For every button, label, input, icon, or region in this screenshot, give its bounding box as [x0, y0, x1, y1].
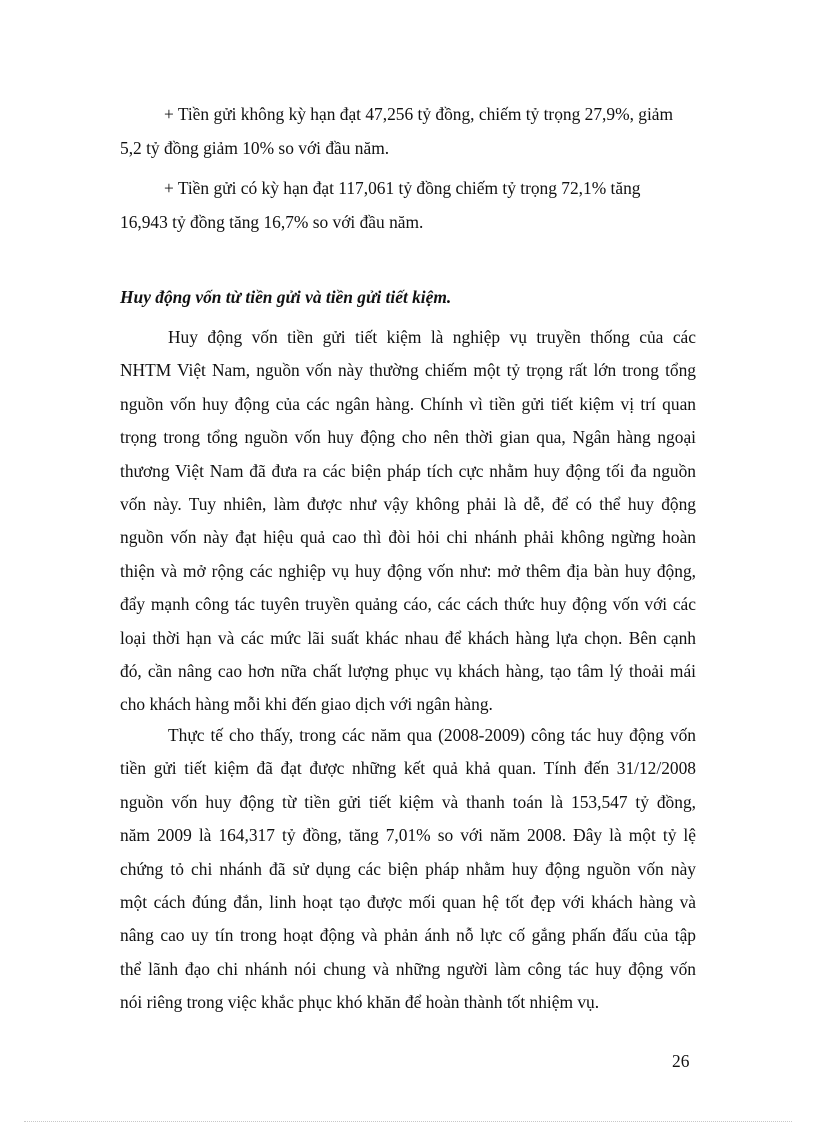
paragraph-1-line: Huy động vốn tiền gửi tiết kiệm là nghiệp vụ truyền thống của các	[168, 327, 696, 347]
paragraph-1-line: NHTM Việt Nam, nguồn vốn này thường chiếm một tỷ trọng rất lớn trong tổng	[120, 360, 696, 381]
paragraph-1-line: vốn này. Tuy nhiên, làm được như vậy không phải là dễ, để có thể huy động	[120, 493, 696, 514]
paragraph-2-line: nâng cao uy tín trong hoạt động và phản ánh nỗ lực cố gắng phấn đấu của tập	[120, 925, 696, 946]
page-bottom-divider	[24, 1121, 792, 1122]
paragraph-1-line: thương Việt Nam đã đưa ra các biện pháp tích cực nhằm huy động tối đa nguồn	[120, 460, 696, 481]
page-number: 26	[672, 1051, 690, 1071]
paragraph-2-line: một cách đúng đắn, linh hoạt tạo được mối quan hệ tốt đẹp với khách hàng và	[120, 891, 696, 912]
paragraph-2	[120, 719, 696, 1020]
section-heading: Huy động vốn từ tiền gửi và tiền gửi tiết kiệm.	[120, 287, 452, 307]
paragraph-2-line: chứng tỏ chi nhánh đã sử dụng các biện pháp nhằm huy động nguồn vốn này	[120, 858, 696, 879]
paragraph-2-line: năm 2009 là 164,317 tỷ đồng, tăng 7,01% so với năm 2008. Đây là một tỷ lệ	[120, 825, 696, 846]
bullet-1-line-2: 5,2 tỷ đồng giảm 10% so với đầu năm.	[120, 138, 390, 158]
paragraph-1-line: nguồn vốn này đạt hiệu quả cao thì đòi hỏi chi nhánh phải không ngừng hoàn	[120, 527, 696, 548]
paragraph-1-line: đẩy mạnh công tác tuyên truyền quảng cáo, các cách thức huy động vốn với các	[120, 594, 696, 615]
paragraph-1-line: trọng trong tổng nguồn vốn huy động cho nên thời gian qua, Ngân hàng ngoại	[120, 427, 696, 448]
bullet-2-line-2: 16,943 tỷ đồng tăng 16,7% so với đầu năm.	[120, 212, 424, 232]
paragraph-2-line: nguồn vốn huy động từ tiền gửi tiết kiệm và thanh toán là 153,547 tỷ đồng,	[120, 791, 696, 812]
bullet-2-line-1: + Tiền gửi có kỳ hạn đạt 117,061 tỷ đồng chiếm tỷ trọng 72,1% tăng	[164, 178, 641, 198]
paragraph-1-line: đó, cần nâng cao hơn nữa chất lượng phục vụ khách hàng, tạo tâm lý thoải mái	[120, 660, 696, 681]
paragraph-1-line: loại thời hạn và các mức lãi suất khác nhau để khách hàng lựa chọn. Bên cạnh	[120, 627, 696, 648]
paragraph-1-line: nguồn vốn huy động của các ngân hàng. Chính vì tiền gửi tiết kiệm vị trí quan	[120, 393, 696, 414]
bullet-1-line-1: + Tiền gửi không kỳ hạn đạt 47,256 tỷ đồng, chiếm tỷ trọng 27,9%, giảm	[164, 104, 674, 124]
paragraph-2-line: Thực tế cho thấy, trong các năm qua (2008-2009) công tác huy động vốn	[168, 725, 696, 745]
paragraph-1-line: thiện và mở rộng các nghiệp vụ huy động vốn như: mở thêm địa bàn huy động,	[120, 560, 696, 581]
paragraph-1-line: cho khách hàng mỗi khi đến giao dịch với ngân hàng.	[120, 694, 493, 715]
paragraph-2-line: thể lãnh đạo chi nhánh nói chung và những người làm công tác huy động vốn	[120, 958, 696, 979]
paragraph-1	[120, 321, 696, 722]
paragraph-2-line: tiền gửi tiết kiệm đã đạt được những kết quả khả quan. Tính đến 31/12/2008	[120, 758, 696, 779]
paragraph-2-line: nói riêng trong việc khắc phục khó khăn để hoàn thành tốt nhiệm vụ.	[120, 992, 600, 1013]
